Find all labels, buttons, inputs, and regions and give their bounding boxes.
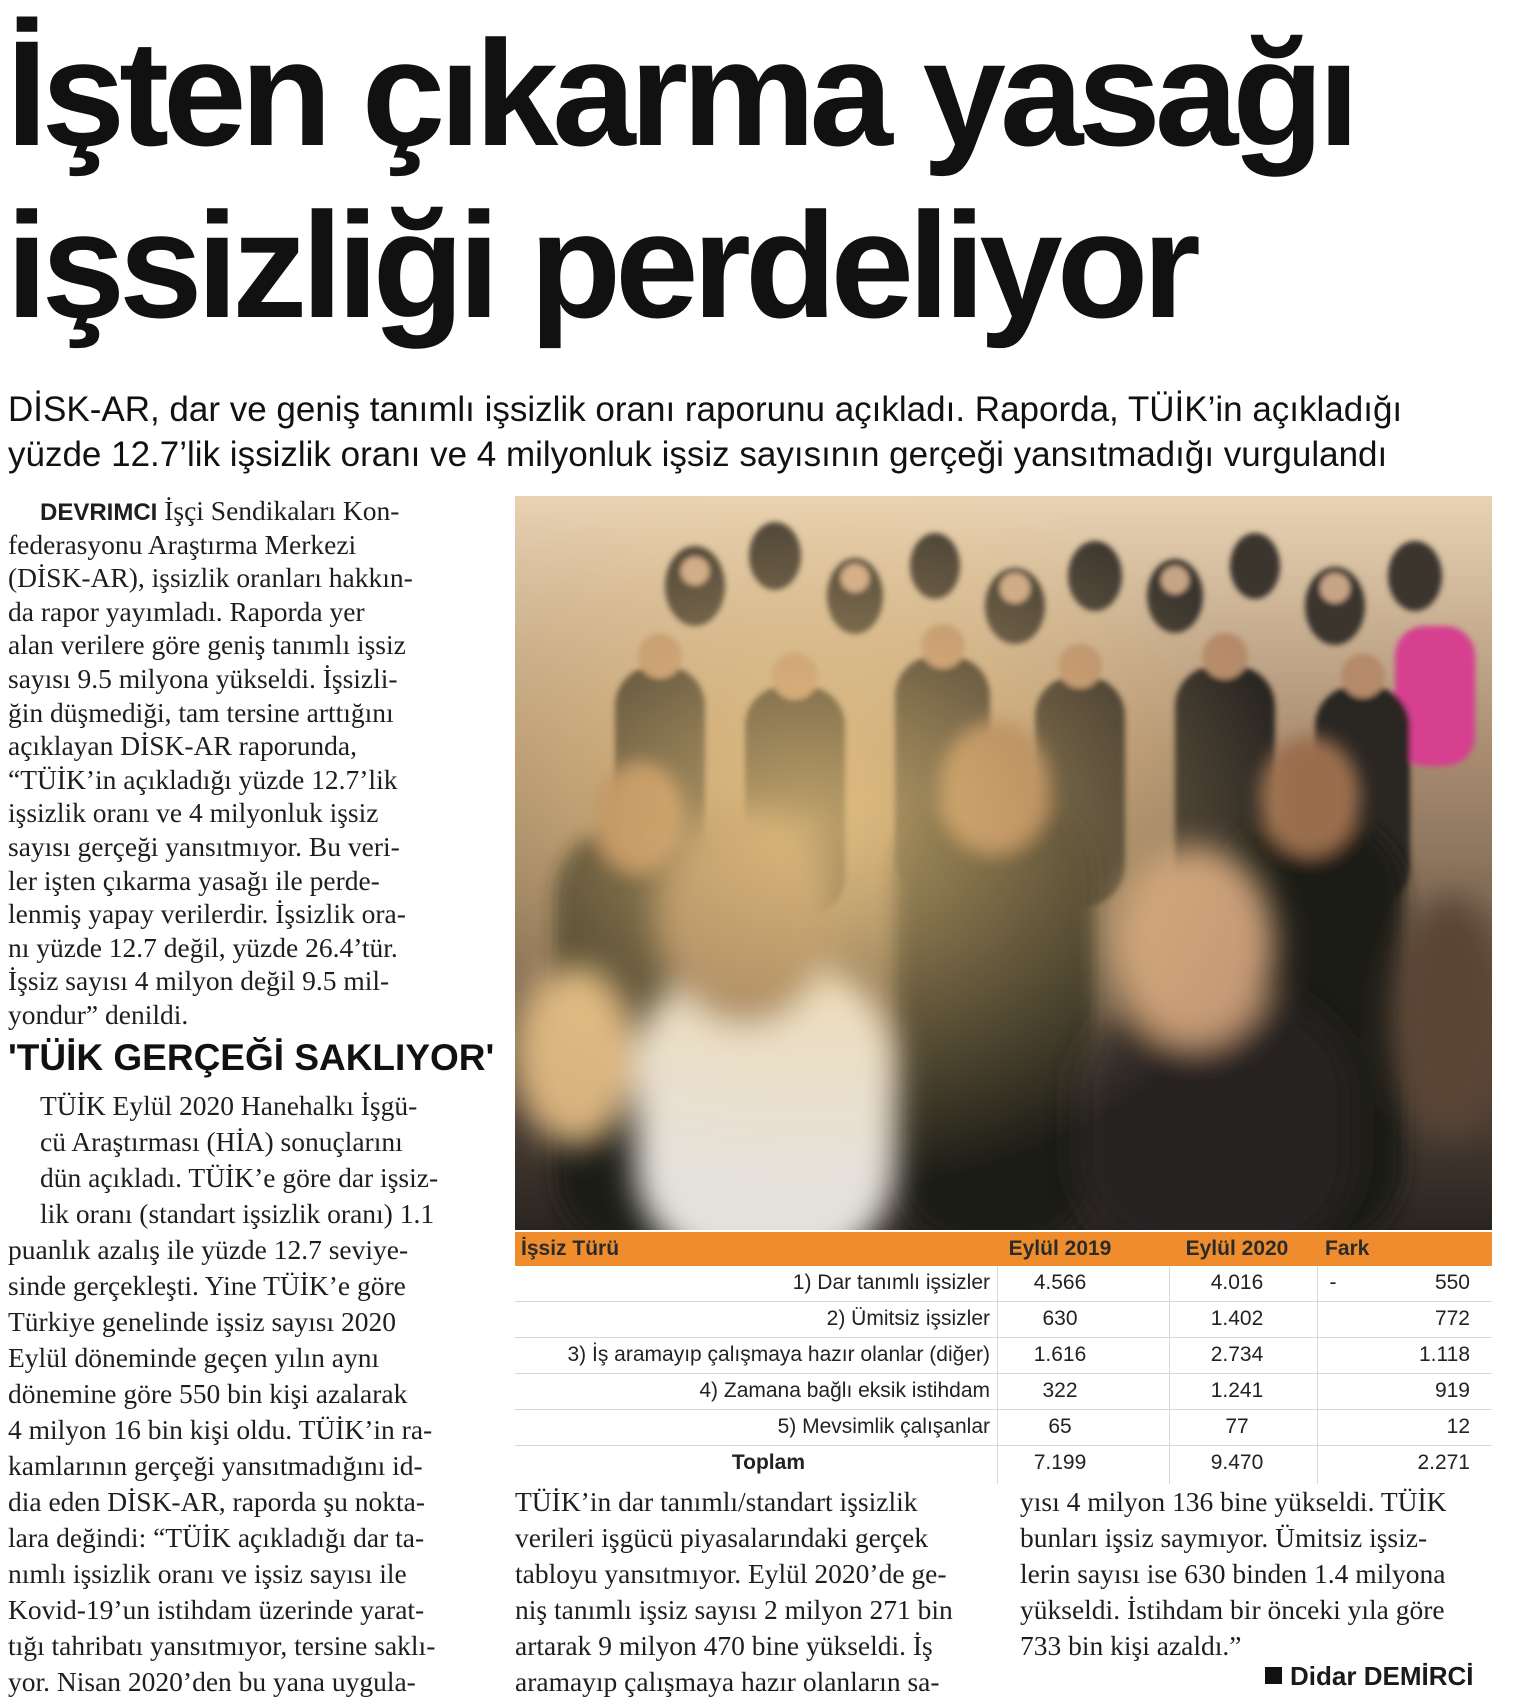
body-line: işsizlik oranı ve 4 milyonluk işsiz bbox=[8, 797, 379, 829]
headline-line-2: işsizliği perdeliyor bbox=[6, 181, 1195, 349]
body-line: yısı 4 milyon 136 bine yükseldi. TÜİK bbox=[1020, 1486, 1447, 1517]
cell-fark: 12 bbox=[1446, 1415, 1470, 1438]
cell-2019: 1.616 bbox=[1033, 1343, 1087, 1366]
body-line: ğin düşmediği, tam tersine arttığını bbox=[8, 696, 394, 728]
body-line: tabloyu yansıtmıyor. Eylül 2020’de ge- bbox=[515, 1558, 947, 1589]
headline-line-1: İşten çıkarma yasağı bbox=[6, 9, 1354, 177]
body-line: TÜİK Eylül 2020 Hanehalkı İşgü- bbox=[40, 1090, 418, 1121]
cell-2020: 2.734 bbox=[1210, 1343, 1264, 1366]
cell-2020: 4.016 bbox=[1210, 1271, 1264, 1294]
cell-fark: 919 bbox=[1434, 1379, 1470, 1402]
cell-2020: 1.402 bbox=[1210, 1307, 1264, 1330]
body-line: tığı tahribatı yansıtmıyor, tersine saklı- bbox=[8, 1630, 436, 1661]
cell-2020: 1.241 bbox=[1210, 1379, 1264, 1402]
body-line: verileri işgücü piyasalarındaki gerçek bbox=[515, 1522, 929, 1553]
cell-2019: 630 bbox=[1042, 1307, 1078, 1330]
body-line: kamlarının gerçeği yansıtmadığını id- bbox=[8, 1450, 423, 1481]
body-line: dün açıkladı. TÜİK’e göre dar işsiz- bbox=[40, 1162, 439, 1193]
body-line: puanlık azalış ile yüzde 12.7 seviye- bbox=[8, 1234, 409, 1265]
body-line: nı yüzde 12.7 değil, yüzde 26.4’tür. bbox=[8, 931, 398, 963]
byline-last: DEMİRCİ bbox=[1363, 1661, 1474, 1691]
deck-line-1: DİSK-AR, dar ve geniş tanımlı işsizlik oranı raporunu açıkladı. Raporda, TÜİK’in açıkladığı bbox=[8, 390, 1403, 429]
byline-first: Didar bbox=[1290, 1661, 1357, 1691]
body-line: yor. Nisan 2020’den bu yana uygula- bbox=[8, 1666, 416, 1697]
section-subhead: 'TÜİK GERÇEĞİ SAKLIYOR' bbox=[8, 1037, 495, 1078]
body-line: açıklayan DİSK-AR raporunda, bbox=[8, 730, 357, 762]
body-line: (DİSK-AR), işsizlik oranları hakkın- bbox=[8, 562, 413, 594]
total-2019: 7.199 bbox=[1033, 1451, 1087, 1474]
body-line: da rapor yayımladı. Raporda yer bbox=[8, 595, 365, 627]
header-2019: Eylül 2019 bbox=[1008, 1237, 1112, 1260]
body-line: 733 bin kişi azaldı.” bbox=[1020, 1630, 1242, 1661]
body-line: DEVRIMCI İşçi Sendikaları Kon- bbox=[40, 495, 400, 526]
body-line: yükseldi. İstihdam bir önceki yıla göre bbox=[1020, 1594, 1445, 1625]
cell-2019: 65 bbox=[1048, 1415, 1072, 1438]
unemployment-table bbox=[515, 1232, 1492, 1484]
cell-fark: 1.118 bbox=[1419, 1343, 1470, 1366]
deck-line-2: yüzde 12.7’lik işsizlik oranı ve 4 milyonluk işsiz sayısının gerçeği yansıtmadığı vurgulandı bbox=[8, 435, 1388, 474]
body-line: bunları işsiz saymıyor. Ümitsiz işsiz- bbox=[1020, 1522, 1428, 1553]
body-line: lerin sayısı ise 630 binden 1.4 milyona bbox=[1020, 1558, 1446, 1589]
body-line: Kovid-19’un istihdam üzerinde yarat- bbox=[8, 1594, 425, 1625]
body-line: Türkiye genelinde işsiz sayısı 2020 bbox=[8, 1306, 396, 1337]
body-line: lenmiş yapay verilerdir. İşsizlik ora- bbox=[8, 898, 406, 930]
cell-2019: 322 bbox=[1042, 1379, 1078, 1402]
cell-fark: 550 bbox=[1434, 1271, 1470, 1294]
cell-fark: 772 bbox=[1434, 1307, 1470, 1330]
total-label: Toplam bbox=[731, 1451, 805, 1474]
body-line: aramayıp çalışmaya hazır olanların sa- bbox=[515, 1666, 940, 1697]
table-row bbox=[515, 1374, 1492, 1410]
body-line: 4 milyon 16 bin kişi oldu. TÜİK’in ra- bbox=[8, 1414, 433, 1445]
cell-minus: - bbox=[1329, 1271, 1337, 1294]
body-line: TÜİK’in dar tanımlı/standart işsizlik bbox=[515, 1486, 918, 1517]
total-2020: 9.470 bbox=[1210, 1451, 1264, 1474]
row-label: 4) Zamana bağlı eksik istihdam bbox=[699, 1379, 990, 1402]
body-line: lara değindi: “TÜİK açıkladığı dar ta- bbox=[8, 1522, 425, 1553]
row-label: 5) Mevsimlik çalışanlar bbox=[777, 1415, 990, 1438]
total-fark: 2.271 bbox=[1417, 1451, 1470, 1474]
row-label: 2) Ümitsiz işsizler bbox=[826, 1307, 990, 1330]
body-line: nımlı işsizlik oranı ve işsiz sayısı ile bbox=[8, 1558, 407, 1589]
body-line: alan verilere göre geniş tanımlı işsiz bbox=[8, 629, 406, 661]
body-line: İşsiz sayısı 4 milyon değil 9.5 mil- bbox=[8, 965, 390, 997]
byline-square-icon bbox=[1265, 1667, 1282, 1684]
body-line: sayısı 9.5 milyona yükseldi. İşsizli- bbox=[8, 663, 398, 694]
crowd-photo-icon bbox=[515, 496, 1492, 1230]
body-line: dönemine göre 550 bin kişi azalarak bbox=[8, 1378, 408, 1409]
table-row bbox=[515, 1302, 1492, 1338]
body-line: sayısı gerçeği yansıtmıyor. Bu veri- bbox=[8, 831, 400, 862]
body-line: cü Araştırması (HİA) sonuçlarını bbox=[40, 1126, 403, 1157]
table-row bbox=[515, 1338, 1492, 1374]
body-line: dia eden DİSK-AR, raporda şu nokta- bbox=[8, 1486, 425, 1517]
body-line: niş tanımlı işsiz sayısı 2 milyon 271 bin bbox=[515, 1594, 953, 1625]
cell-2020: 77 bbox=[1225, 1415, 1249, 1438]
table-row bbox=[515, 1266, 1492, 1302]
table-row bbox=[515, 1410, 1492, 1446]
byline bbox=[1265, 1661, 1473, 1692]
body-line: Eylül döneminde geçen yılın aynı bbox=[8, 1342, 380, 1373]
row-label: 3) İş aramayıp çalışmaya hazır olanlar (diğer) bbox=[567, 1343, 990, 1366]
lead-word: DEVRIMCI bbox=[40, 499, 158, 526]
body-line: “TÜİK’in açıkladığı yüzde 12.7’lik bbox=[8, 763, 398, 795]
table-header bbox=[515, 1232, 1492, 1266]
header-fark: Fark bbox=[1325, 1237, 1370, 1260]
body-line: federasyonu Araştırma Merkezi bbox=[8, 528, 357, 560]
header-type: İşsiz Türü bbox=[521, 1237, 620, 1260]
body-line: ler işten çıkarma yasağı ile perde- bbox=[8, 864, 380, 896]
cell-2019: 4.566 bbox=[1033, 1271, 1087, 1294]
body-line: artarak 9 milyon 470 bine yükseldi. İş bbox=[515, 1630, 933, 1661]
body-line: sinde gerçekleşti. Yine TÜİK’e göre bbox=[8, 1270, 406, 1301]
body-line: lik oranı (standart işsizlik oranı) 1.1 bbox=[40, 1198, 435, 1229]
body-line: yondur” denildi. bbox=[8, 999, 189, 1030]
header-2020: Eylül 2020 bbox=[1185, 1237, 1289, 1260]
table-total-row bbox=[515, 1446, 1492, 1481]
row-label: 1) Dar tanımlı işsizler bbox=[792, 1271, 990, 1294]
